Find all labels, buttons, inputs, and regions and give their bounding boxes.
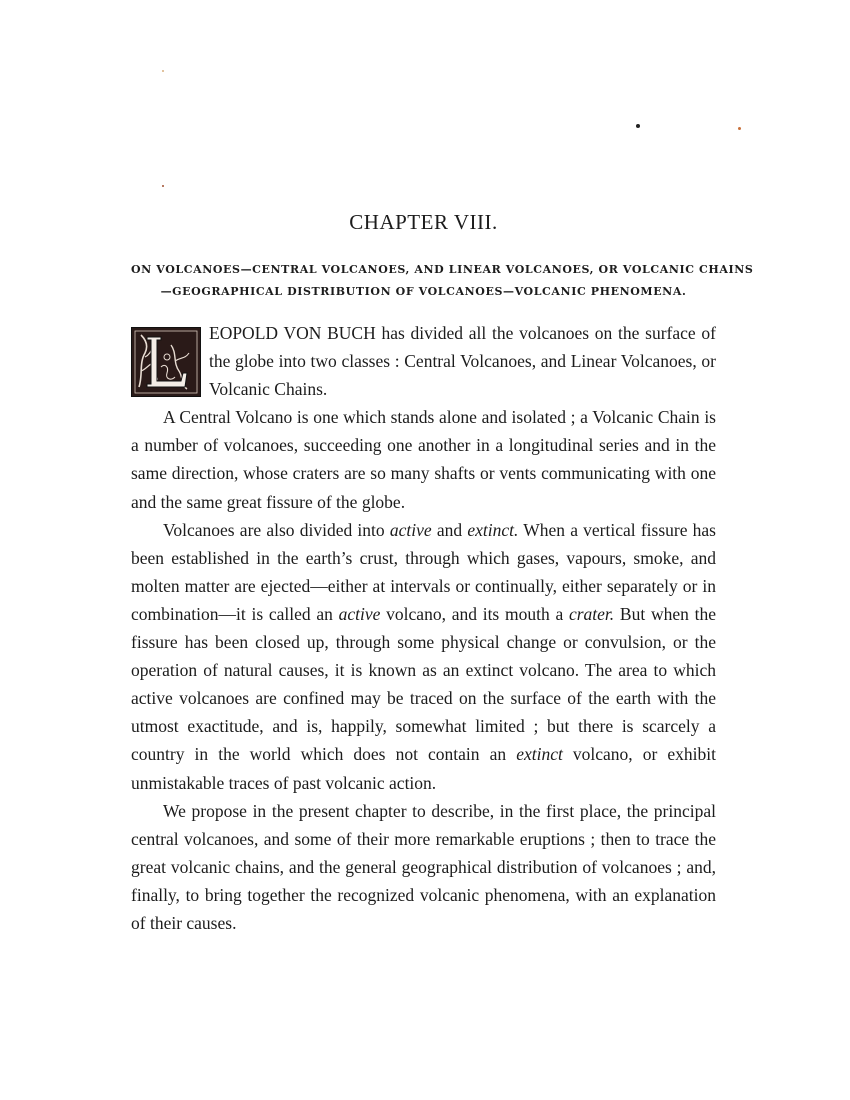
paragraph — [131, 516, 716, 797]
paragraph-text: We propose in the present chapter to describe, in the first place, the principal central volcanoes, and some of their more remarkable eruptions ; then to trace the great volcanic chains, and the general geographical distribution of volcanoes ; and, finally, to bring together the recognized volcanic phenomena, with an explanation of their causes. — [131, 800, 716, 933]
scan-speck — [162, 185, 164, 187]
paragraph-text: Volcanoes are also divided into — [163, 519, 390, 540]
paragraph-text: When a vertical fissure has been established in the earth’s crust, through which gases, vapours, smoke, and molten matter are ejected—either at intervals or continually, either separately or in combination—it is called an — [131, 519, 716, 624]
chapter-title: CHAPTER VIII. — [349, 210, 498, 234]
paragraph-text: But when the fissure has been closed up, through some physical change or convulsion, or the operation of natural causes, it is known as an extinct volcano. The area to which active volcanoes are confined may be traced on the surface of the earth with the utmost exactitude, and is, happily, somewhat limited ; but there is scarcely a country in the world which does not contain an — [131, 603, 716, 765]
paragraph — [131, 319, 716, 403]
italic-term: extinct — [516, 744, 563, 765]
paragraph — [131, 403, 716, 515]
chapter-summary — [131, 259, 754, 303]
paragraph-text: A Central Volcano is one which stands alone and isolated ; a Volcanic Chain is a number of volcanoes, succeeding one another in a longitudinal series and in the same direction, whose craters are so many shafts or vents communicating with one and the same great fissure of the globe. — [131, 407, 716, 512]
italic-term: active — [389, 519, 432, 540]
paragraph-text: and — [431, 519, 468, 540]
drop-cap-ornament — [131, 327, 201, 397]
italic-term: crater. — [568, 603, 615, 624]
scan-speck — [162, 70, 164, 72]
paragraph-text: EOPOLD VON BUCH has divided all the volcanoes on the surface of the globe into two classes : Central Volcanoes, and Linear Volcanoes, or Volcanic Chains. — [209, 323, 716, 400]
chapter-summary-line: —GEOGRAPHICAL DISTRIBUTION OF VOLCANOES—VOLCANIC PHENOMENA. — [160, 285, 687, 298]
paragraph — [131, 797, 716, 937]
scan-speck — [738, 127, 741, 130]
ornamental-initial-icon — [131, 327, 201, 397]
italic-term: extinct. — [467, 519, 519, 540]
chapter-summary-line: ON VOLCANOES—CENTRAL VOLCANOES, AND LINEAR VOLCANOES, OR VOLCANIC CHAINS — [131, 263, 754, 276]
paragraph-text: volcano, and its mouth a — [380, 603, 569, 624]
chapter-body — [131, 319, 716, 937]
scan-speck — [636, 124, 640, 128]
italic-term: active — [338, 603, 381, 624]
paragraph-text: volcano, or exhibit unmistakable traces of past volcanic action. — [131, 744, 717, 793]
